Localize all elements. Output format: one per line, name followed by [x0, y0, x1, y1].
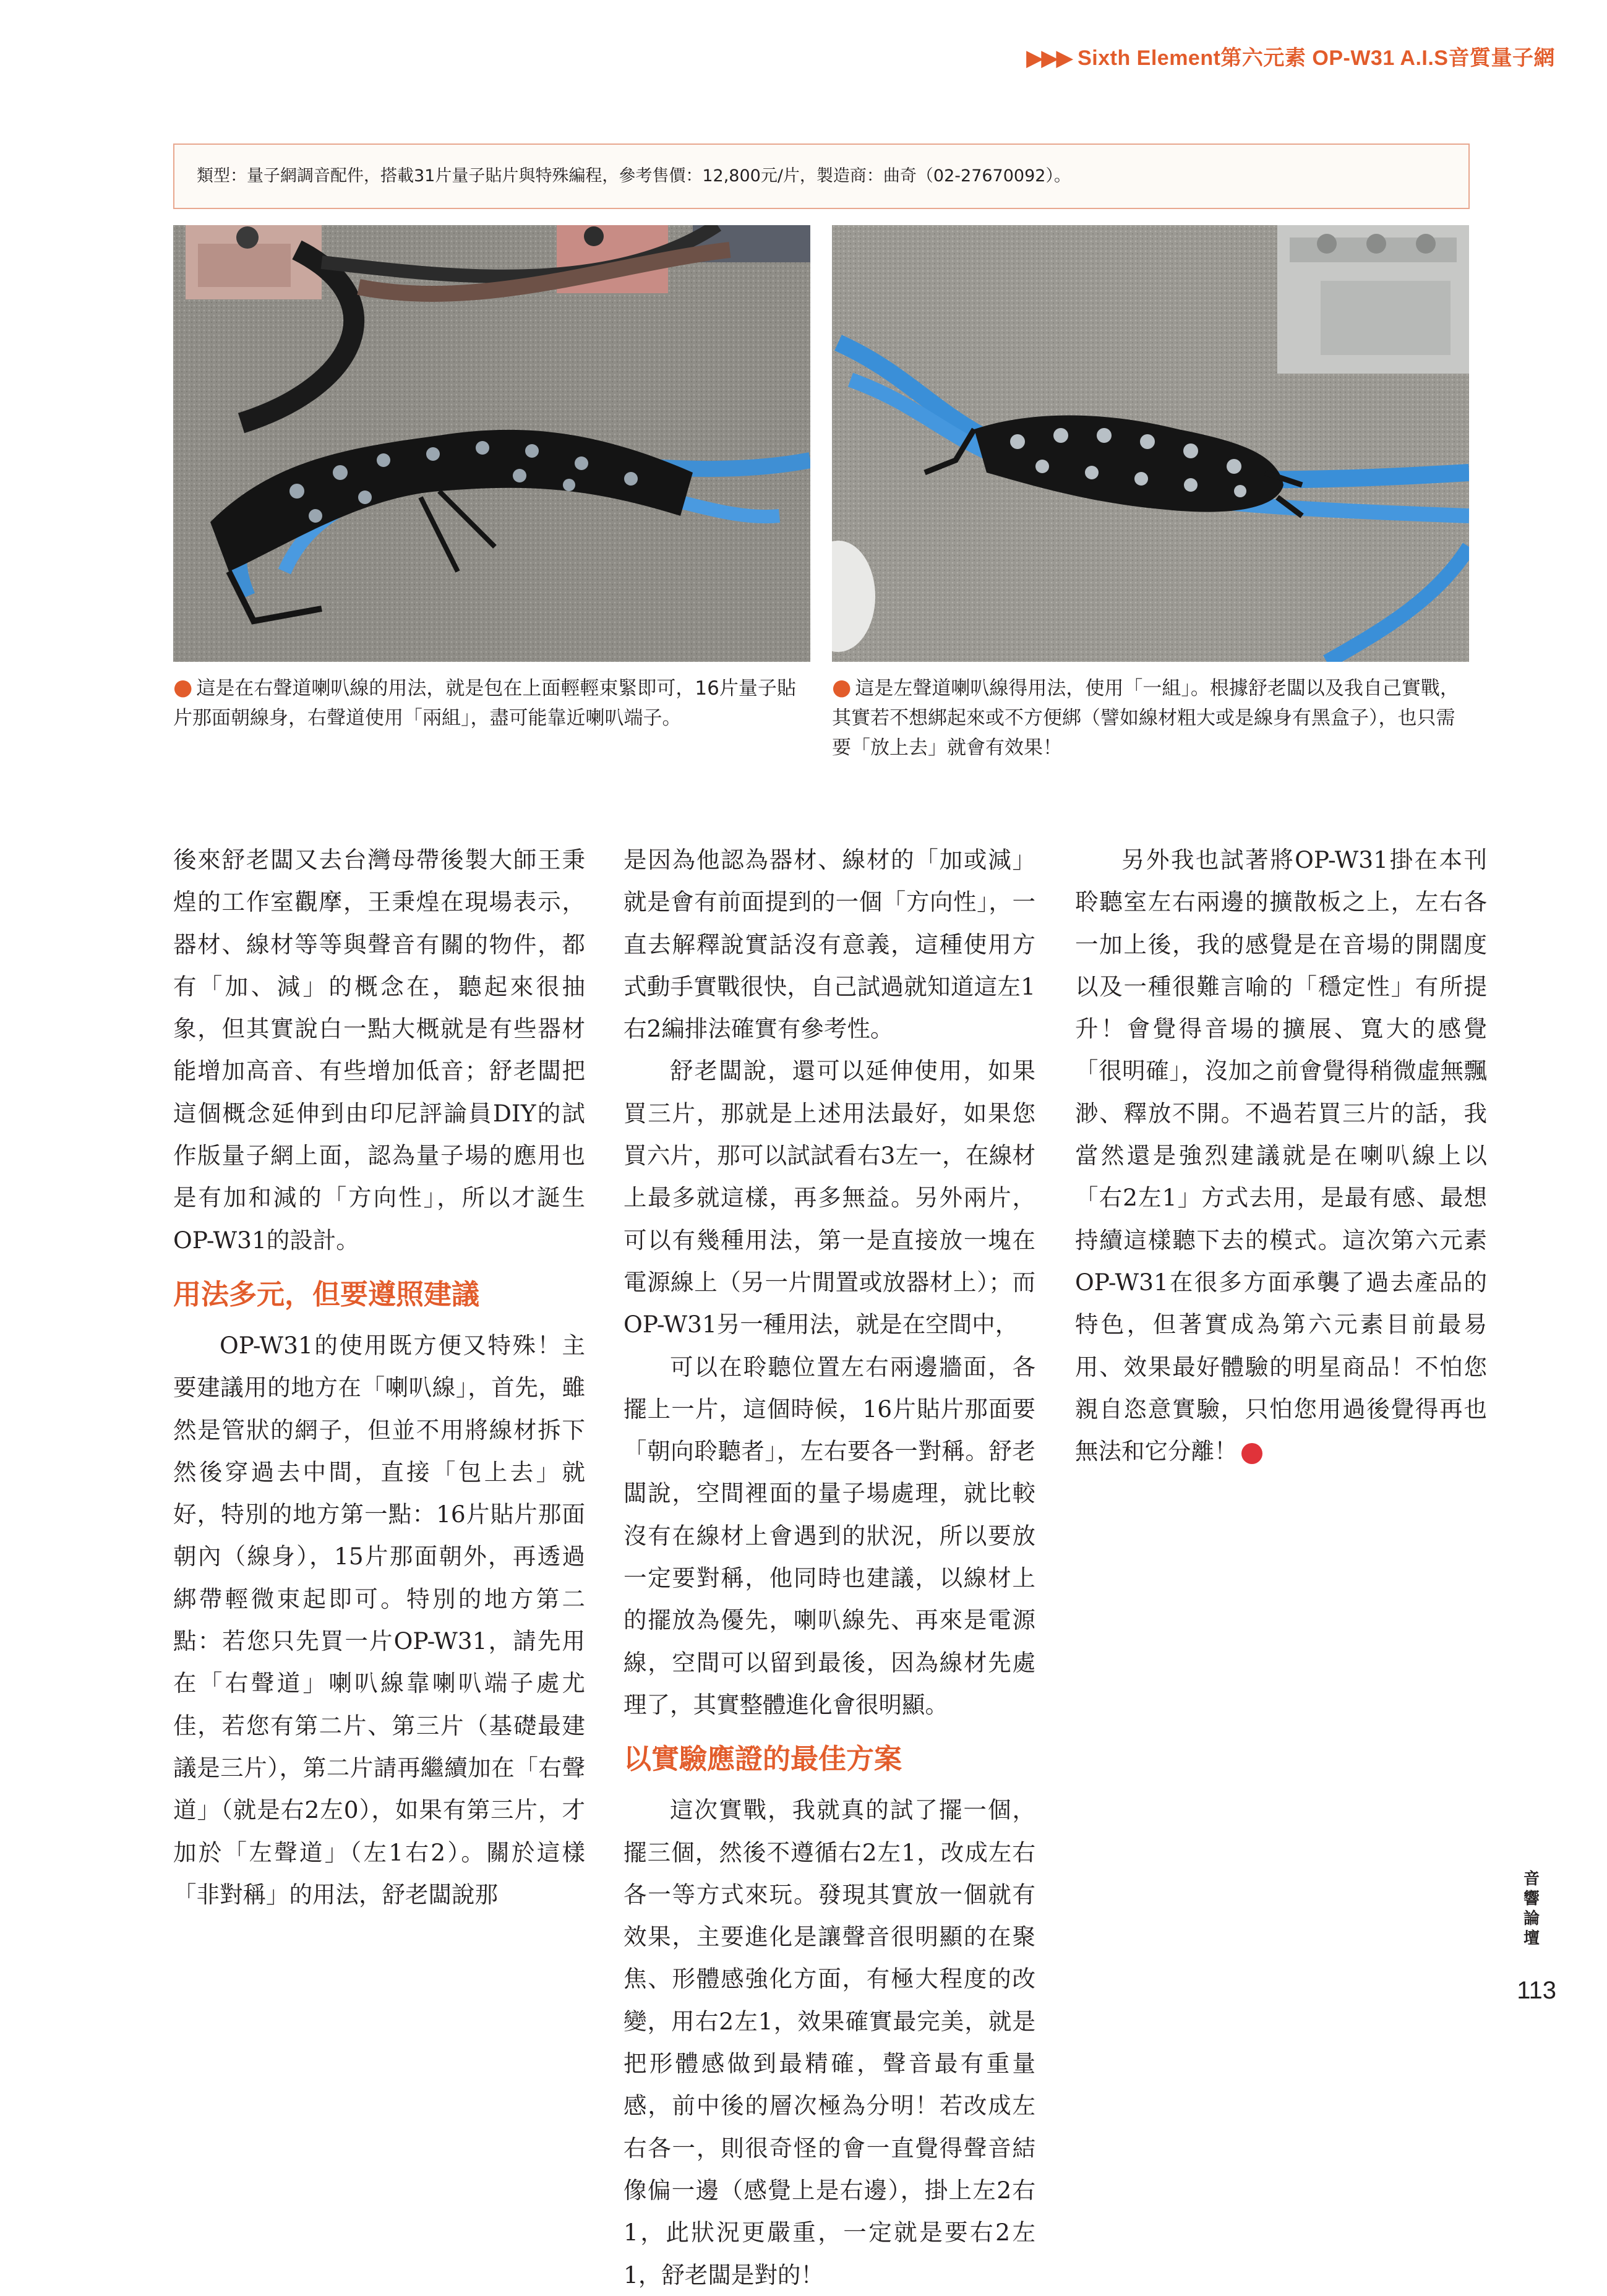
paragraph-4: 舒老闆說，還可以延伸使用，如果買三片，那就是上述用法最好，如果您買六片，那可以試試看右3左一，在線材上最多就這樣，再多無益。另外兩片，可以有幾種用法，第一是直接放一塊在電源線上（另一片閒置或放器材上）；而OP-W31另一種用法，就是在空間中，	[624, 1057, 1035, 1339]
header-arrows-icon: ▶▶▶	[1026, 46, 1072, 70]
page-number: 113	[1517, 1977, 1556, 2004]
section-heading-2: 以實驗應證的最佳方案	[624, 1742, 902, 1776]
caption-right-text: 這是左聲道喇叭線得用法，使用「一組」。根據舒老闆以及我自己實戰，其實若不想綁起來或不方便綁（譬如線材粗大或是線身有黑盒子），也只需要「放上去」就會有效果！	[832, 677, 1459, 759]
article-column-1	[173, 839, 585, 1916]
bullet-dot-icon: ●	[832, 675, 852, 700]
paragraph-1: 後來舒老闆又去台灣母帶後製大師王秉煌的工作室觀摩，王秉煌在現場表示，器材、線材等等與聲音有關的物件，都有「加、減」的概念在，聽起來很抽象，但其實說白一點大概就是有些器材能增加高音、有些增加低音；舒老闆把這個概念延伸到由印尼評論員DIY的試作版量子網上面，認為量子場的應用也是有加和減的「方向性」，所以才誕生OP-W31的設計。	[173, 846, 585, 1254]
section-heading-1: 用法多元，但要遵照建議	[173, 1277, 480, 1311]
end-mark-icon: A	[1241, 1443, 1262, 1464]
photo-left-channel	[832, 225, 1469, 662]
photo-right-channel-image	[173, 225, 810, 662]
running-header	[1027, 41, 1555, 71]
photo-right-channel	[173, 225, 810, 662]
magazine-label: 音響論壇	[1523, 1870, 1540, 1948]
paragraph-3: 是因為他認為器材、線材的「加或減」就是會有前面提到的一個「方向性」，一直去解釋說實話沒有意義，這種使用方式動手實戰很快，自己試過就知道這左1右2編排法確實有參考性。	[624, 846, 1035, 1043]
bullet-dot-icon: ●	[173, 675, 193, 700]
caption-right	[832, 673, 1469, 763]
article-column-3	[1075, 839, 1487, 1472]
article-column-2	[624, 839, 1035, 2296]
photo-left-channel-image	[832, 225, 1469, 662]
paragraph-2: OP-W31的使用既方便又特殊！主要建議用的地方在「喇叭線」，首先，雖然是管狀的網子，但並不用將線材拆下然後穿過去中間，直接「包上去」就好，特別的地方第一點：16片貼片那面朝內（線身），15片那面朝外，再透過綁帶輕微束起即可。特別的地方第二點：若您只先買一片OP-W31，請先用在「右聲道」喇叭線靠喇叭端子處尤佳，若您有第二片、第三片（基礎最建議是三片），第二片請再繼續加在「右聲道」（就是右2左0），如果有第三片，才加於「左聲道」（左1右2）。關於這樣「非對稱」的用法，舒老闆說那	[173, 1331, 585, 1908]
header-title: Sixth Element第六元素 OP-W31 A.I.S音質量子網	[1078, 46, 1555, 70]
caption-left	[173, 673, 810, 733]
paragraph-7-text: 另外我也試著將OP-W31掛在本刊聆聽室左右兩邊的擴散板之上，左右各一加上後，我的感覺是在音場的開闊度以及一種很難言喻的「穩定性」有所提升！會覺得音場的擴展、寬大的感覺「很明確」，沒加之前會覺得稍微虛無飄渺、釋放不開。不過若買三片的話，我當然還是強烈建議就是在喇叭線上以「右2左1」方式去用，是最有感、最想持續這樣聽下去的模式。這次第六元素OP-W31在很多方面承襲了過去產品的特色，但著實成為第六元素目前最易用、效果最好體驗的明星商品！不怕您親自恣意實驗，只怕您用過後覺得再也無法和它分離！	[1075, 846, 1487, 1465]
paragraph-7	[1075, 839, 1487, 1472]
paragraph-6: 這次實戰，我就真的試了擺一個，擺三個，然後不遵循右2左1，改成左右各一等方式來玩。發現其實放一個就有效果，主要進化是讓聲音很明顯的在聚焦、形體感強化方面，有極大程度的改變，用右2左1，效果確實最完美，就是把形體感做到最精確，聲音最有重量感，前中後的層次極為分明！若改成左右各一，則很奇怪的會一直覺得聲音結像偏一邊（感覺上是右邊），掛上左2右1，此狀況更嚴重，一定就是要右2左1，舒老闆是對的！	[624, 1796, 1035, 2289]
caption-left-text: 這是在右聲道喇叭線的用法，就是包在上面輕輕束緊即可，16片量子貼片那面朝線身，右聲道使用「兩組」，盡可能靠近喇叭端子。	[173, 677, 796, 729]
spec-box: 類型：量子網調音配件，搭載31片量子貼片與特殊編程，參考售價：12,800元/片，製造商：曲奇（02-27670092）。	[173, 144, 1470, 209]
paragraph-5: 可以在聆聽位置左右兩邊牆面，各擺上一片，這個時候，16片貼片那面要「朝向聆聽者」，左右要各一對稱。舒老闆說，空間裡面的量子場處理，就比較沒有在線材上會遇到的狀況，所以要放一定要對稱，他同時也建議，以線材上的擺放為優先，喇叭線先、再來是電源線，空間可以留到最後，因為線材先處理了，其實整體進化會很明顯。	[624, 1353, 1035, 1718]
